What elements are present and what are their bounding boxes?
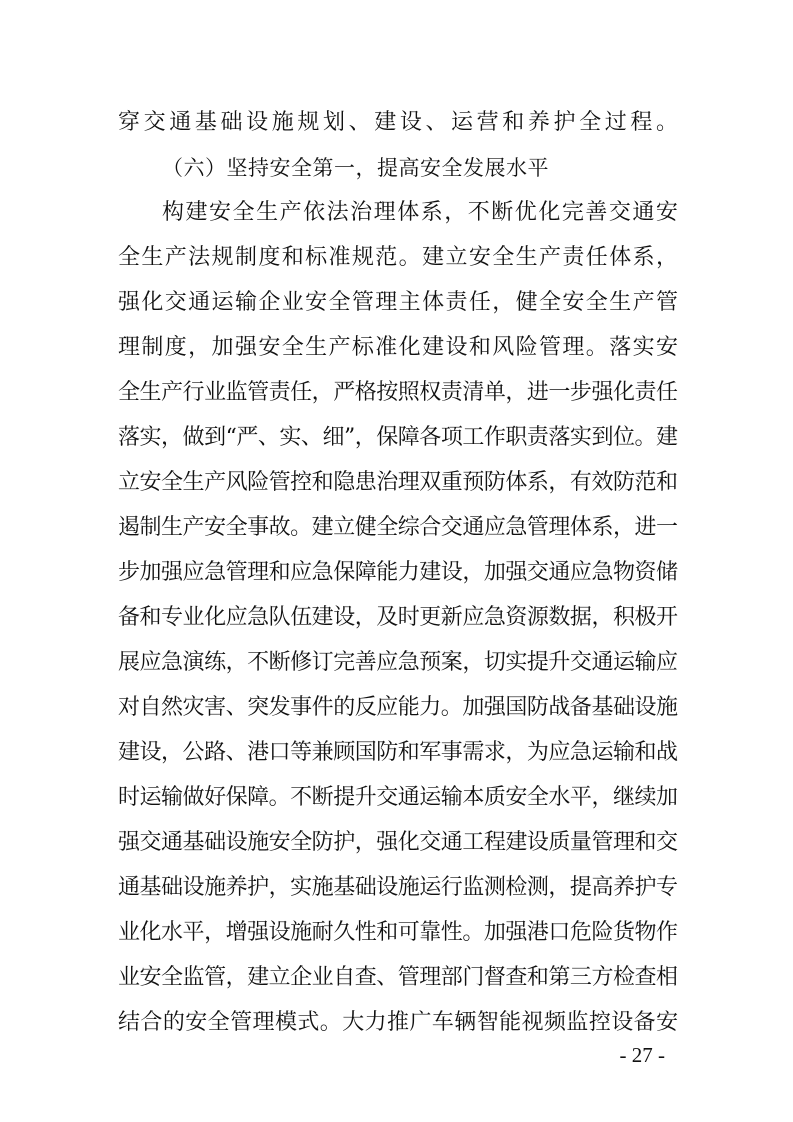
text-line-21: 结合的安全管理模式。大力推广车辆智能视频监控设备安 xyxy=(118,1010,679,1035)
text-line-8: 落实，做到“严、实、细”，保障各项工作职责落实到位。建 xyxy=(118,425,678,450)
text-line-9: 立安全生产风险管控和隐患治理双重预防体系，有效防范和 xyxy=(118,470,678,495)
text-line-17: 强交通基础设施安全防护，强化交通工程建设质量管理和交 xyxy=(118,830,678,855)
text-line-1: 穿交通基础设施规划、建设、运营和养护全过程。 xyxy=(118,110,682,135)
text-line-16: 时运输做好保障。不断提升交通运输本质安全水平，继续加 xyxy=(118,785,678,810)
text-line-12: 备和专业化应急队伍建设，及时更新应急资源数据，积极开 xyxy=(118,605,678,630)
text-line-15: 建设，公路、港口等兼顾国防和军事需求，为应急运输和战 xyxy=(118,740,678,765)
text-line-14: 对自然灾害、突发事件的反应能力。加强国防战备基础设施 xyxy=(118,695,678,720)
text-line-18: 通基础设施养护，实施基础设施运行监测检测，提高养护专 xyxy=(118,875,678,900)
text-line-20: 业安全监管，建立企业自查、管理部门督查和第三方检查相 xyxy=(118,965,678,990)
text-line-13: 展应急演练，不断修订完善应急预案，切实提升交通运输应 xyxy=(118,650,678,675)
text-line-6: 理制度，加强安全生产标准化建设和风险管理。落实安 xyxy=(118,335,680,360)
text-line-11: 步加强应急管理和应急保障能力建设，加强交通应急物资储 xyxy=(118,560,678,585)
section-heading: （六）坚持安全第一，提高安全发展水平 xyxy=(162,156,549,180)
text-line-19: 业化水平，增强设施耐久性和可靠性。加强港口危险货物作 xyxy=(118,920,678,945)
text-line-10: 遏制生产安全事故。建立健全综合交通应急管理体系，进一 xyxy=(118,515,678,540)
text-line-4: 全生产法规制度和标准规范。建立安全生产责任体系， xyxy=(118,245,680,270)
text-line-5: 强化交通运输企业安全管理主体责任，健全安全生产管 xyxy=(118,290,680,315)
text-line-3: 构建安全生产依法治理体系，不断优化完善交通安 xyxy=(162,200,680,225)
text-line-7: 全生产行业监管责任，严格按照权责清单，进一步强化责任 xyxy=(118,380,678,405)
page-number: - 27 - xyxy=(619,1043,665,1067)
